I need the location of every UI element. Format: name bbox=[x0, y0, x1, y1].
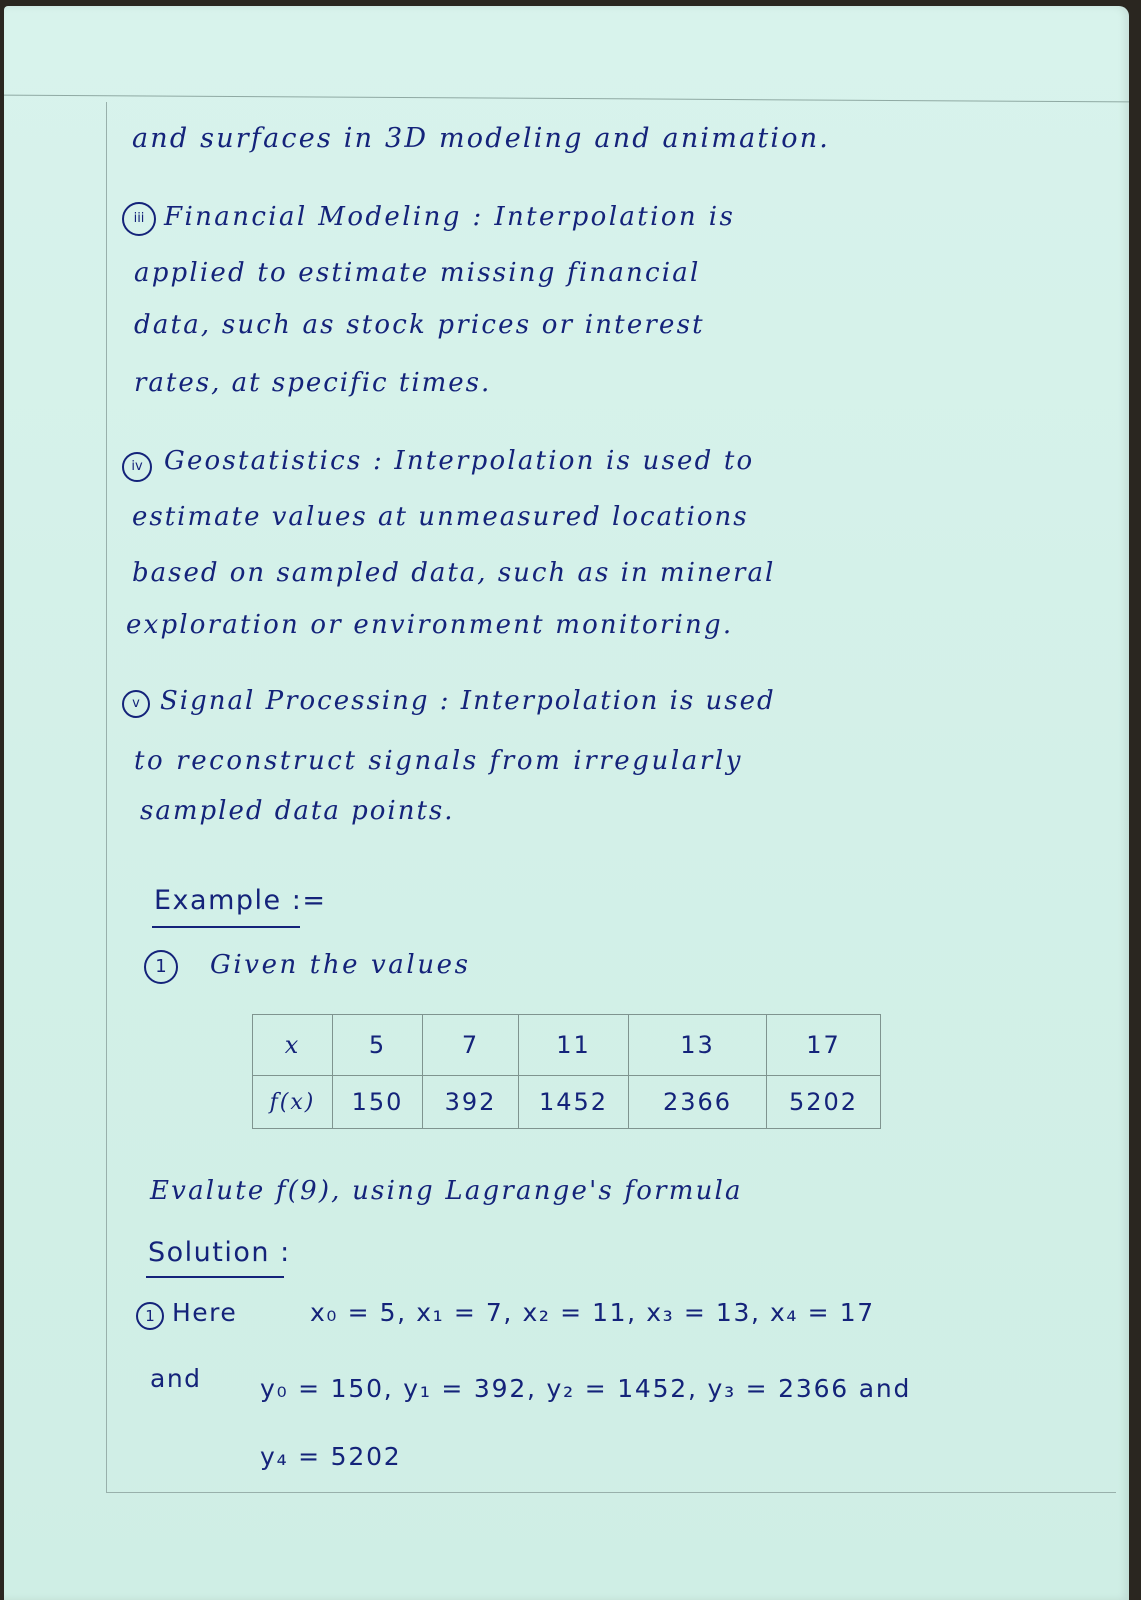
item-iv-line-1: Geostatistics : Interpolation is used to bbox=[164, 446, 755, 476]
table-row-label-fx: f(x) bbox=[253, 1076, 333, 1129]
table-row-fx bbox=[253, 1076, 881, 1129]
evaluate-instruction: Evalute f(9), using Lagrange's formula bbox=[150, 1176, 743, 1206]
solution-heading: Solution : bbox=[148, 1237, 291, 1268]
item-iii-line-3: data, such as stock prices or interest bbox=[134, 310, 705, 340]
table-cell-x: 13 bbox=[629, 1015, 767, 1076]
item-v-line-3: sampled data points. bbox=[140, 796, 455, 826]
intro-line: and surfaces in 3D modeling and animation. bbox=[132, 123, 831, 154]
table-cell-fx: 2366 bbox=[629, 1076, 767, 1129]
page-bottom-rule bbox=[106, 1492, 1116, 1493]
item-iii-line-4: rates, at specific times. bbox=[134, 368, 492, 398]
values-table bbox=[252, 1014, 881, 1129]
page-top-rule bbox=[4, 95, 1129, 103]
item-iv-line-3: based on sampled data, such as in mineral bbox=[132, 558, 776, 588]
x-assignments: x₀ = 5, x₁ = 7, x₂ = 11, x₃ = 13, x₄ = 17 bbox=[310, 1298, 875, 1327]
item-v-line-1: Signal Processing : Interpolation is used bbox=[160, 686, 776, 716]
here-label: Here bbox=[172, 1298, 238, 1327]
y-assignments: y₀ = 150, y₁ = 392, y₂ = 1452, y₃ = 2366 and bbox=[260, 1374, 912, 1403]
item-v-marker: v bbox=[122, 690, 150, 718]
item-iii-marker: iii bbox=[122, 202, 156, 236]
item-iii-line-2: applied to estimate missing financial bbox=[134, 258, 701, 288]
item-iii-line-1: Financial Modeling : Interpolation is bbox=[164, 202, 736, 232]
table-cell-x: 7 bbox=[423, 1015, 519, 1076]
example-heading: Example := bbox=[154, 885, 327, 916]
table-cell-fx: 1452 bbox=[519, 1076, 629, 1129]
table-row-x bbox=[253, 1015, 881, 1076]
item-iv-marker: iv bbox=[122, 452, 152, 482]
table-row-label-x: x bbox=[253, 1015, 333, 1076]
item-iv-line-4: exploration or environment monitoring. bbox=[126, 610, 734, 640]
table-cell-fx: 150 bbox=[333, 1076, 423, 1129]
solution-heading-underline bbox=[146, 1276, 284, 1278]
table-cell-fx: 392 bbox=[423, 1076, 519, 1129]
given-values-text: Given the values bbox=[210, 950, 471, 980]
page-margin-line bbox=[106, 102, 107, 1492]
and-label: and bbox=[150, 1364, 202, 1393]
table-cell-x: 17 bbox=[767, 1015, 881, 1076]
item-iv-line-2: estimate values at unmeasured locations bbox=[132, 502, 749, 532]
table-cell-x: 11 bbox=[519, 1015, 629, 1076]
item-v-line-2: to reconstruct signals from irregularly bbox=[134, 746, 744, 776]
solution-step-marker: 1 bbox=[136, 1302, 164, 1330]
notebook-page bbox=[4, 6, 1129, 1600]
example-number-marker: 1 bbox=[144, 950, 178, 984]
table-cell-fx: 5202 bbox=[767, 1076, 881, 1129]
y4-assignment: y₄ = 5202 bbox=[260, 1442, 402, 1471]
example-heading-underline bbox=[152, 926, 300, 928]
table-cell-x: 5 bbox=[333, 1015, 423, 1076]
